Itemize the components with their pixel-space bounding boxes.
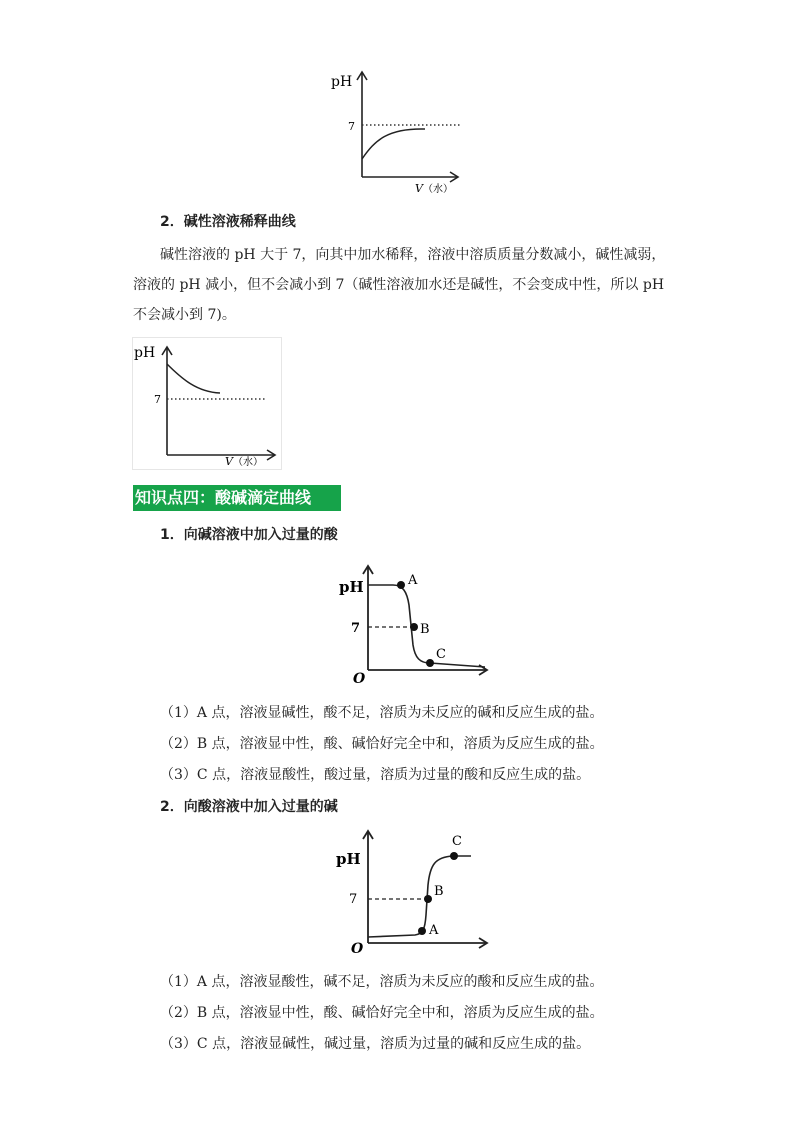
section-2-paragraph (133, 240, 673, 330)
x-axis-label-v: V (225, 455, 233, 468)
dilution-curve (167, 364, 220, 393)
acid-dilution-graph (320, 62, 470, 197)
titration-1-item: （2）B 点，溶液显中性，酸、碱恰好完全中和，溶质为反应生成的盐。 (160, 736, 604, 752)
tick-7-label: 7 (351, 621, 361, 636)
x-axis-label-v: V (415, 182, 423, 195)
titration-curve (368, 856, 471, 937)
point-c-marker (426, 659, 434, 667)
origin-label: O (351, 941, 364, 955)
titration-2-item: （3）C 点，溶液显碱性，碱过量，溶质为过量的碱和反应生成的盐。 (160, 1036, 591, 1052)
knowledge-point-banner: 知识点四：酸碱滴定曲线 (133, 485, 341, 511)
titration-1-graph (335, 560, 495, 685)
titration-1-item: （1）A 点，溶液显碱性，酸不足，溶质为未反应的碱和反应生成的盐。 (160, 705, 604, 721)
point-a-label: A (429, 923, 439, 938)
origin-label: O (353, 671, 366, 685)
titration-1-item: （3）C 点，溶液显酸性，酸过量，溶质为过量的酸和反应生成的盐。 (160, 767, 591, 783)
x-axis-label-unit: （水） (233, 457, 263, 468)
tick-7-label: 7 (154, 393, 161, 406)
titration-1-heading: 1．向碱溶液中加入过量的酸 (160, 527, 338, 543)
paragraph-line: 碱性溶液的 pH 大于 7，向其中加水稀释，溶液中溶质质量分数减小，碱性减弱， (160, 247, 666, 263)
point-c-label: C (436, 647, 446, 662)
paragraph-line: 溶液的 pH 减小，但不会减小到 7（碱性溶液加水还是碱性，不会变成中性，所以 pH (133, 277, 665, 293)
point-a-marker (397, 581, 405, 589)
y-axis-label: pH (331, 74, 353, 90)
point-a-marker (418, 927, 426, 935)
point-a-label: A (408, 573, 418, 588)
y-axis-label: pH (339, 578, 364, 596)
titration-2-graph (335, 825, 495, 955)
paragraph-line: 不会减小到 7)。 (133, 307, 236, 323)
point-c-label: C (452, 834, 462, 849)
point-c-marker (450, 852, 458, 860)
tick-7-label: 7 (348, 120, 355, 133)
point-b-marker (424, 895, 432, 903)
dilution-curve (362, 129, 425, 159)
y-axis-label: pH (134, 345, 156, 361)
base-dilution-graph (132, 337, 282, 470)
point-b-label: B (420, 622, 430, 637)
titration-2-heading: 2．向酸溶液中加入过量的碱 (160, 799, 338, 815)
tick-7-label: 7 (349, 892, 358, 907)
point-b-marker (410, 623, 418, 631)
y-axis-label: pH (336, 850, 361, 868)
section-2-heading: 2．碱性溶液稀释曲线 (160, 214, 296, 230)
titration-2-item: （1）A 点，溶液显酸性，碱不足，溶质为未反应的酸和反应生成的盐。 (160, 974, 604, 990)
point-b-label: B (434, 884, 444, 899)
x-axis-label-unit: （水） (423, 184, 453, 195)
titration-2-item: （2）B 点，溶液显中性，酸、碱恰好完全中和，溶质为反应生成的盐。 (160, 1005, 604, 1021)
